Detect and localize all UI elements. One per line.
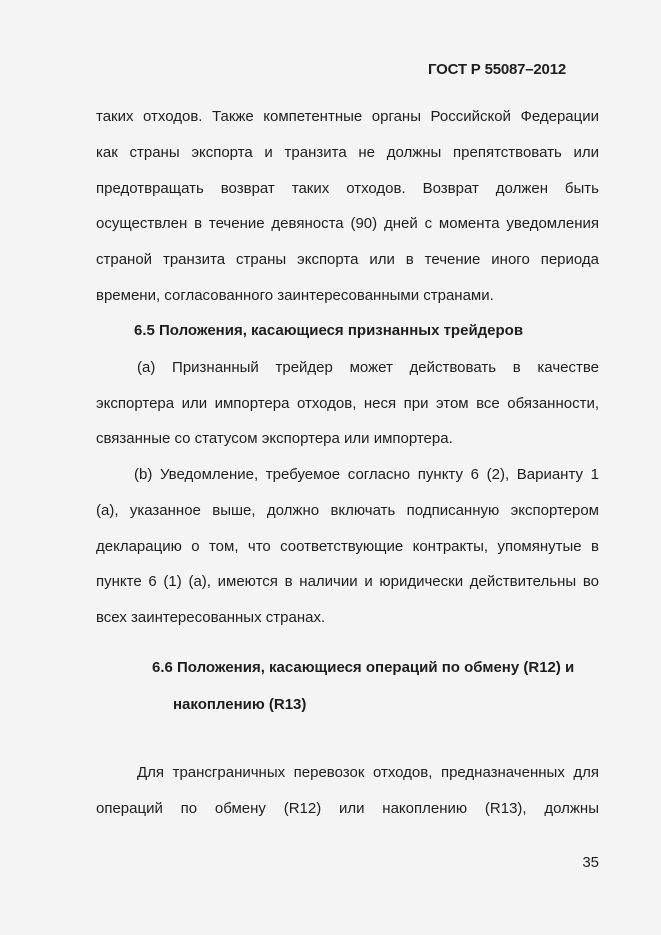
text-line: предотвращать возврат таких отходов. Возврат должен быть (96, 180, 599, 197)
section-heading-6-6-continued: накоплению (R13) (173, 696, 307, 713)
text-line: времени, согласованного заинтересованными странами. (96, 287, 494, 304)
text-line: всех заинтересованных странах. (96, 609, 326, 626)
text-line: таких отходов. Также компетентные органы Российской Федерации (96, 108, 599, 125)
text-line: (b) Уведомление, требуемое согласно пункту 6 (2), Варианту 1 (134, 466, 599, 483)
text-line: (a) Признанный трейдер может действовать в качестве (137, 359, 599, 376)
text-line: декларацию о том, что соответствующие контракты, упомянутые в (96, 538, 599, 555)
text-line: как страны экспорта и транзита не должны препятствовать или (96, 144, 599, 161)
text-line: операций по обмену (R12) или накоплению (R13), должны (96, 800, 599, 817)
text-line: страной транзита страны экспорта или в течение иного периода (96, 251, 599, 268)
document-header: ГОСТ Р 55087–2012 (428, 61, 566, 78)
text-line: осуществлен в течение девяноста (90) дней с момента уведомления (96, 215, 599, 232)
text-line: экспортера или импортера отходов, неся при этом все обязанности, (96, 395, 599, 412)
page-number: 35 (582, 854, 599, 871)
section-heading-6-5: 6.5 Положения, касающиеся признанных трейдеров (134, 322, 524, 339)
section-heading-6-6: 6.6 Положения, касающиеся операций по обмену (R12) и (152, 659, 575, 676)
text-line: связанные со статусом экспортера или импортера. (96, 430, 453, 447)
text-line: (a), указанное выше, должно включать подписанную экспортером (96, 502, 599, 519)
text-line: пункте 6 (1) (a), имеются в наличии и юридически действительны во (96, 573, 599, 590)
text-line: Для трансграничных перевозок отходов, предназначенных для (137, 764, 599, 781)
